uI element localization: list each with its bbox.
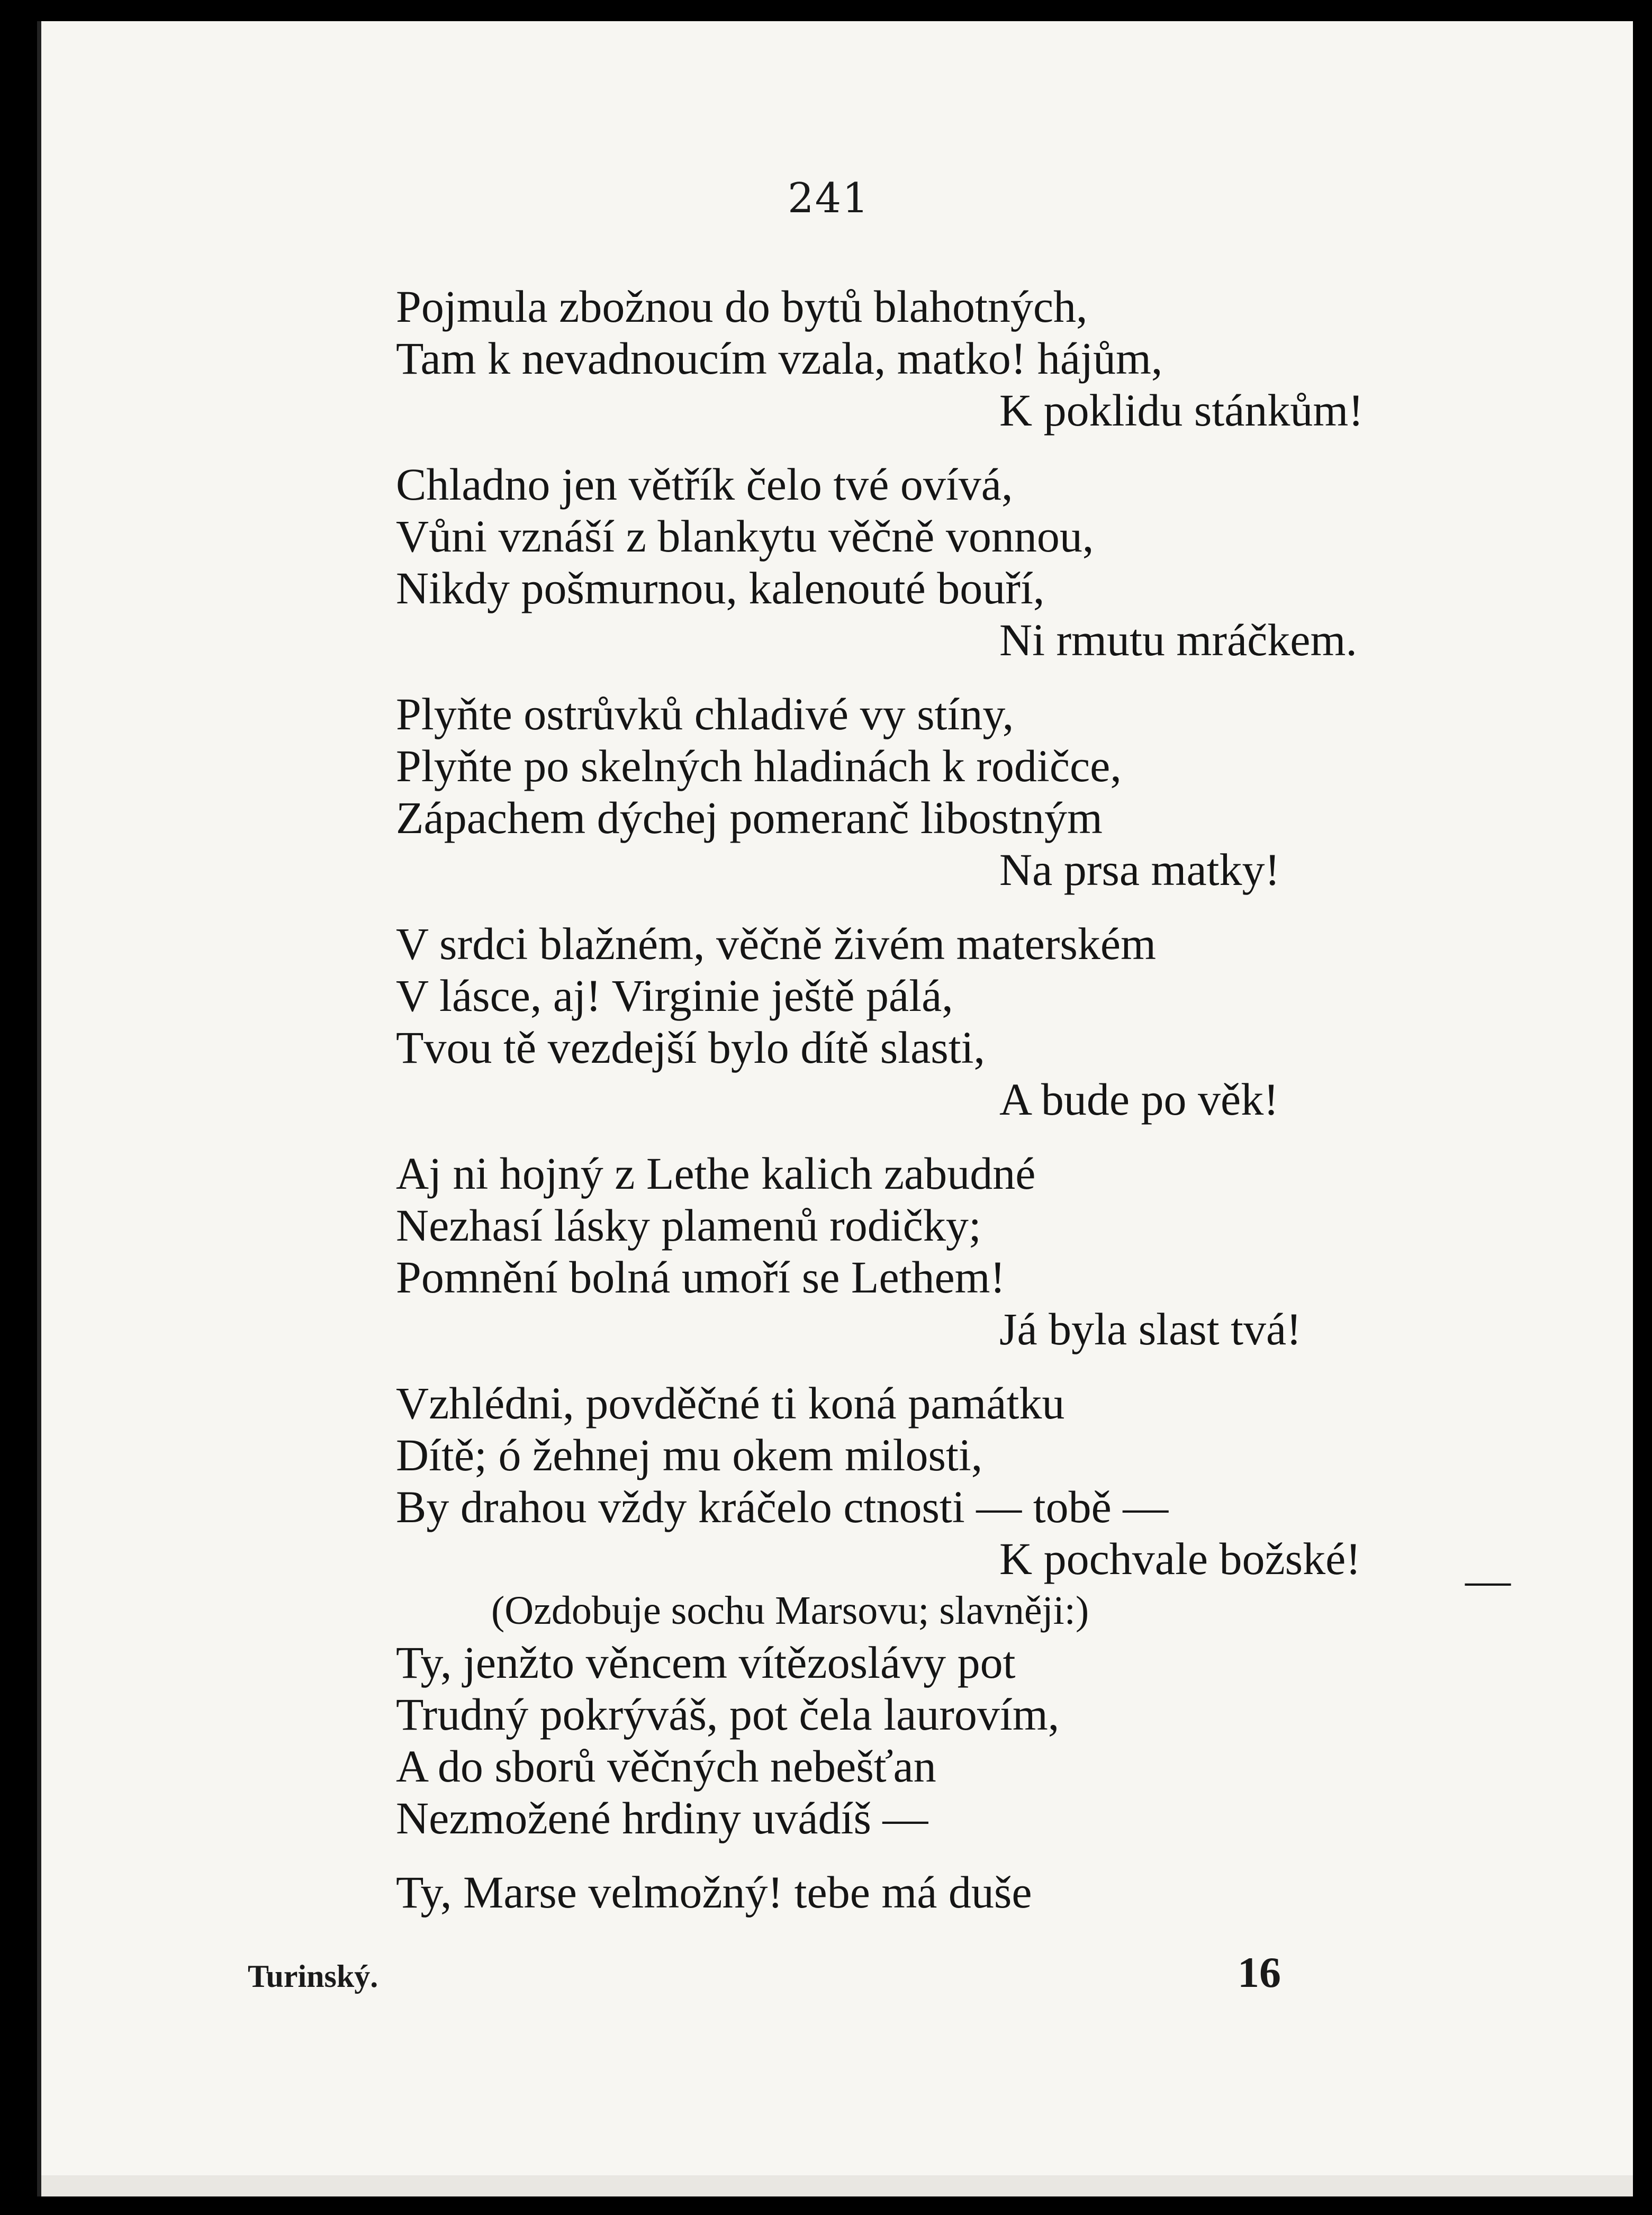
poem-line: Plyňte ostrůvků chladivé vy stíny, — [396, 689, 1014, 739]
poem-line: A do sborů věčných nebešťan — [396, 1741, 936, 1792]
poem-line: V srdci blažném, věčně živém materském — [396, 918, 1156, 969]
poem-body — [396, 281, 1587, 1918]
poem-line: Nezmožené hrdiny uvádíš — — [396, 1793, 928, 1843]
poem-line-refrain: K poklidu stánkům! — [999, 385, 1364, 436]
poem-line: Aj ni hojný z Lethe kalich zabudné — [396, 1148, 1036, 1199]
poem-line: Nezhasí lásky plamenů rodičky; — [396, 1200, 981, 1251]
poem-line: Plyňte po skelných hladinách k rodičce, — [396, 740, 1122, 791]
page-number: 241 — [788, 175, 870, 222]
book-page — [37, 21, 1633, 2196]
stage-direction: (Ozdobuje sochu Marsovu; slavněji:) — [491, 1588, 1089, 1633]
poem-line-refrain: K pochvale božské! — [999, 1533, 1361, 1584]
page-edge — [41, 2175, 1633, 2196]
poem-line: V lásce, aj! Virginie ještě pálá, — [396, 970, 953, 1021]
poem-line-refrain: Ni rmutu mráčkem. — [999, 614, 1357, 665]
poem-line: Pojmula zbožnou do bytů blahotných, — [396, 281, 1088, 332]
poem-line: Trudný pokrýváš, pot čela laurovím, — [396, 1689, 1060, 1740]
poem-line: Pomnění bolná umoří se Lethem! — [396, 1252, 1006, 1303]
poem-line: Tvou tě vezdejší bylo dítě slasti, — [396, 1022, 986, 1073]
poem-line: Tam k nevadnoucím vzala, matko! hájům, — [396, 333, 1163, 384]
poem-line: Vůni vznáší z blankytu věčně vonnou, — [396, 511, 1094, 562]
poem-line: Nikdy pošmurnou, kalenouté bouří, — [396, 563, 1045, 613]
poem-line: By drahou vždy kráčelo ctnosti — tobě — — [396, 1481, 1169, 1532]
poem-line: Vzhlédni, povděčné ti koná památku — [396, 1378, 1065, 1429]
sheet-number: 16 — [1238, 1948, 1281, 1996]
signature-mark: Turinský. — [248, 1959, 378, 1994]
poem-line: Ty, jenžto věncem vítězoslávy pot — [396, 1637, 1016, 1688]
trailing-dash: — — [1465, 1554, 1511, 1605]
poem-line-refrain: Já byla slast tvá! — [999, 1304, 1302, 1354]
poem-line-final: Ty, Marse velmožný! tebe má duše — [396, 1867, 1032, 1918]
poem-line: Chladno jen větřík čelo tvé ovívá, — [396, 459, 1013, 510]
poem-line: Zápachem dýchej pomeranč libostným — [396, 792, 1103, 843]
poem-line-refrain: Na prsa matky! — [999, 844, 1280, 895]
poem-line: Dítě; ó žehnej mu okem milosti, — [396, 1430, 983, 1480]
poem-line-refrain: A bude po věk! — [999, 1074, 1279, 1125]
